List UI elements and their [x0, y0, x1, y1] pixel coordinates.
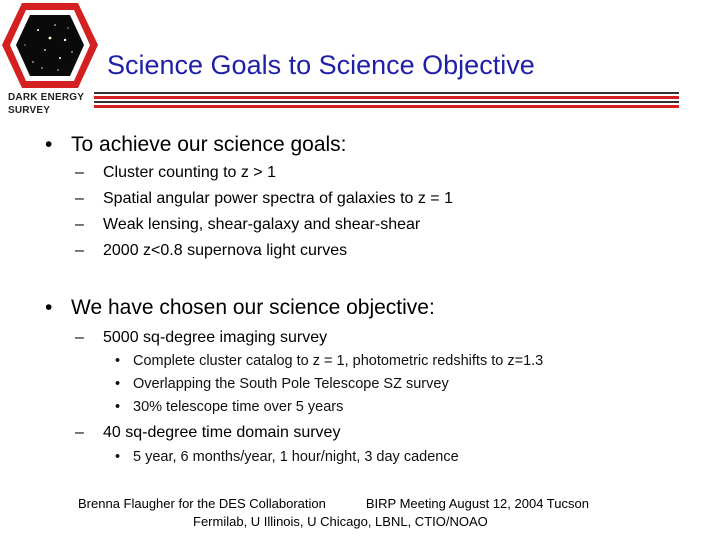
sub1-heading: 5000 sq-degree imaging survey	[103, 329, 328, 346]
list-item-text: Cluster counting to z > 1	[103, 164, 276, 181]
bullet-mark: •	[45, 296, 53, 319]
list-item-text: 30% telescope time over 5 years	[133, 399, 344, 415]
section1-list	[75, 164, 453, 268]
list-item	[75, 164, 453, 190]
list-item-text: Complete cluster catalog to z = 1, photometric redshifts to z=1.3	[133, 353, 544, 369]
galaxy-hexagon-logo-icon	[0, 0, 100, 92]
dash-mark: –	[75, 216, 84, 233]
sub2-heading-row	[75, 424, 340, 442]
footer-meeting: BIRP Meeting August 12, 2004 Tucson	[365, 496, 589, 511]
section2-heading-row	[45, 296, 435, 320]
dot-mark: •	[115, 449, 121, 465]
list-item-text: Weak lensing, shear-galaxy and shear-shear	[103, 216, 421, 233]
dot-mark: •	[115, 353, 121, 369]
dash-mark: –	[75, 190, 84, 207]
dash-mark: –	[75, 329, 84, 346]
footer-institutions: Fermilab, U Illinois, U Chicago, LBNL, CTIO/NOAO	[193, 514, 488, 529]
list-item-text: Overlapping the South Pole Telescope SZ survey	[133, 376, 449, 392]
bullet-mark: •	[45, 133, 53, 156]
logo-line-2: SURVEY	[8, 105, 51, 116]
sub1-heading-row	[75, 329, 327, 347]
sub1-list	[115, 353, 543, 422]
list-item	[75, 216, 453, 242]
list-item	[115, 376, 543, 399]
dash-mark: –	[75, 242, 84, 259]
logo-line-1: DARK ENERGY	[8, 92, 85, 103]
list-item-text: Spatial angular power spectra of galaxies to z = 1	[103, 190, 453, 207]
section1-heading-row	[45, 133, 347, 157]
slide-title: Science Goals to Science Objective	[107, 50, 535, 80]
list-item	[75, 190, 453, 216]
des-logo	[0, 0, 100, 122]
list-item	[115, 449, 459, 472]
dot-mark: •	[115, 376, 121, 392]
footer-line-1	[78, 496, 589, 511]
section2-heading: We have chosen our science objective:	[71, 296, 435, 319]
list-item-text: 2000 z<0.8 supernova light curves	[103, 242, 348, 259]
dash-mark: –	[75, 424, 84, 441]
list-item-text: 5 year, 6 months/year, 1 hour/night, 3 day cadence	[133, 449, 459, 465]
title-rule	[94, 90, 679, 112]
sub2-list	[115, 449, 459, 472]
dot-mark: •	[115, 399, 121, 415]
sub2-heading: 40 sq-degree time domain survey	[103, 424, 341, 441]
list-item	[115, 353, 543, 376]
list-item	[115, 399, 543, 422]
dash-mark: –	[75, 164, 84, 181]
section1-heading: To achieve our science goals:	[71, 133, 347, 156]
footer-author: Brenna Flaugher for the DES Collaboration	[78, 496, 326, 511]
list-item	[75, 242, 453, 268]
